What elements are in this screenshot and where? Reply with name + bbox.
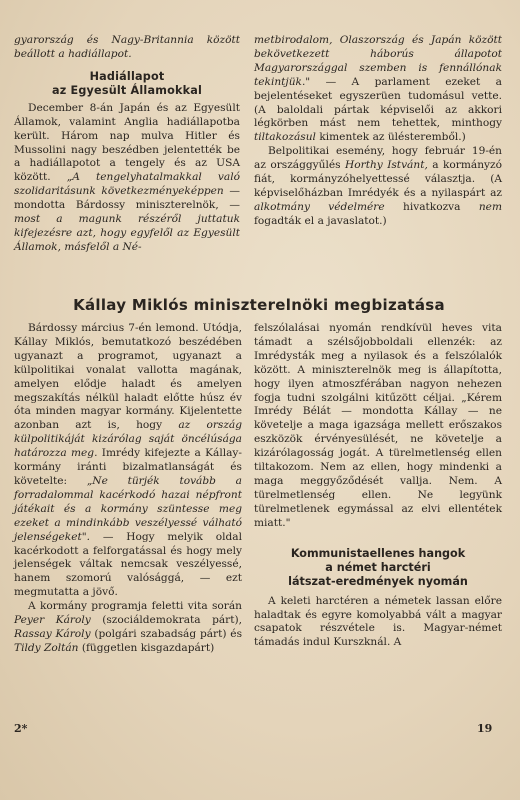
column-bottom-right xyxy=(254,322,502,650)
paragraph: A keleti harctéren a németek lassan előre haladtak és egyre komolyabbá vált a magyar csapatok részvétele is. Magyar-német támadás indul Kurszknál. A xyxy=(254,594,502,649)
signature-mark: 2* xyxy=(14,722,28,735)
lead-paragraph: gyarország és Nagy-Britannia között beállott a hadiállapot. xyxy=(14,34,240,60)
paragraph: Bárdossy március 7-én lemond. Utódja, Kállay Miklós, bemutatkozó beszédében ugyanazt a programot, ugyanazt a külpolitikai vonalat vallotta magának, amelyen elődje haladt és amelyen megszakítás nélkül haladt előtte húsz év óta minden magyar kormány. Kijelentette azonban azt is, hogy az ország külpolitikáját kizárólag saját öncélúsága határozza meg. Imrédy kifejezte a Kállay-kormány iránti bizalmatlanságát és követelte: „Ne türjék tovább a forradalommal kacérkodó hazai népfront játékait és a kormány szüntesse meg ezeket a mindinkább veszélyessé válható jelenségeket". — Hogy melyik oldal kacérkodott a felforgatással és hogy mely jelenségek váltak nemcsak veszélyessé, hanem szomorú valósággá, — ezt megmutatta a jövő. xyxy=(14,322,243,599)
section-heading-communist: Kommunistaellenes hangok a német harctéri látszat-eredmények nyomán xyxy=(288,546,468,588)
column-bottom-left xyxy=(14,322,242,656)
paragraph: Belpolitikai esemény, hogy február 19-én az országgyűlés Horthy Istvánt, a kormányzó fiát, kormányzóhelyettessé választja. (A képviselőházban Imrédyék és a nyilaspárt az alkotmány védelmére hivatkozva nem fogadták el a javaslatot.) xyxy=(254,145,502,227)
main-heading: Kállay Miklós miniszterelnöki megbizatása xyxy=(73,296,445,314)
paragraph: December 8-án Japán és az Egyesült Államok, valamint Anglia hadiállapotba került. Három nap mulva Hitler és Mussolini nagy beszédben jelentették be a hadiállapotot a tengely és az USA között. „A tengelyhatalmakkal való szolidaritásunk következményeképpen — mondotta Bárdossy miniszterelnök, — most a magunk részéről juttatuk kifejezésre azt, hogy egyfelől az Egyesült Államok, másfelől a Né- xyxy=(14,101,241,253)
column-top-right xyxy=(254,34,502,229)
paragraph: A kormány programja feletti vita során Peyer Károly (szociáldemokrata párt), Rassay Károly (polgári szabadság párt) és Tildy Zoltán (független kisgazdapárt) xyxy=(14,600,243,654)
paragraph: felszólalásai nyomán rendkívül heves vita támadt a szélsőjobboldali ellenzék: az Imrédysták meg a nyilasok és a felszólalók között. A miniszterelnök meg is állapította, hogy ilyen atmoszférában nagyon nehezen fogja tudni szolgálni kitűzött céljai. „Kérem Imrédy Bélát — mondotta Kállay — ne követelje a maga igazsága mellett erőszakos eszközök érvényesülését, ne követelje a kizárólagosság jogát. A türelmetlenség ellen tiltakozom. Nem az ellen, hogy mindenki a maga meggyőződését vallja. Nem. A türelmetlenség ellen. Ne legyünk türelmetlenek egymással az elvi ellentétek miatt." xyxy=(254,322,502,529)
paragraph: metbirodalom, Olaszország és Japán között bekövetkezett háborús állapotot Magyarországgal szemben is fennállónak tekintjük." — A parlament ezeket a bejelentéseket egyszerüen tudomásul vette. (A baloldali pártak képviselői az akkori légkörben mást nem tehettek, minthogy tiltakozásul kimentek az ülésteremből.) xyxy=(254,34,502,144)
page-number: 19 xyxy=(477,722,493,735)
section-heading-war: Hadiállapot az Egyesült Államokkal xyxy=(51,69,203,97)
column-top-left xyxy=(14,34,240,255)
